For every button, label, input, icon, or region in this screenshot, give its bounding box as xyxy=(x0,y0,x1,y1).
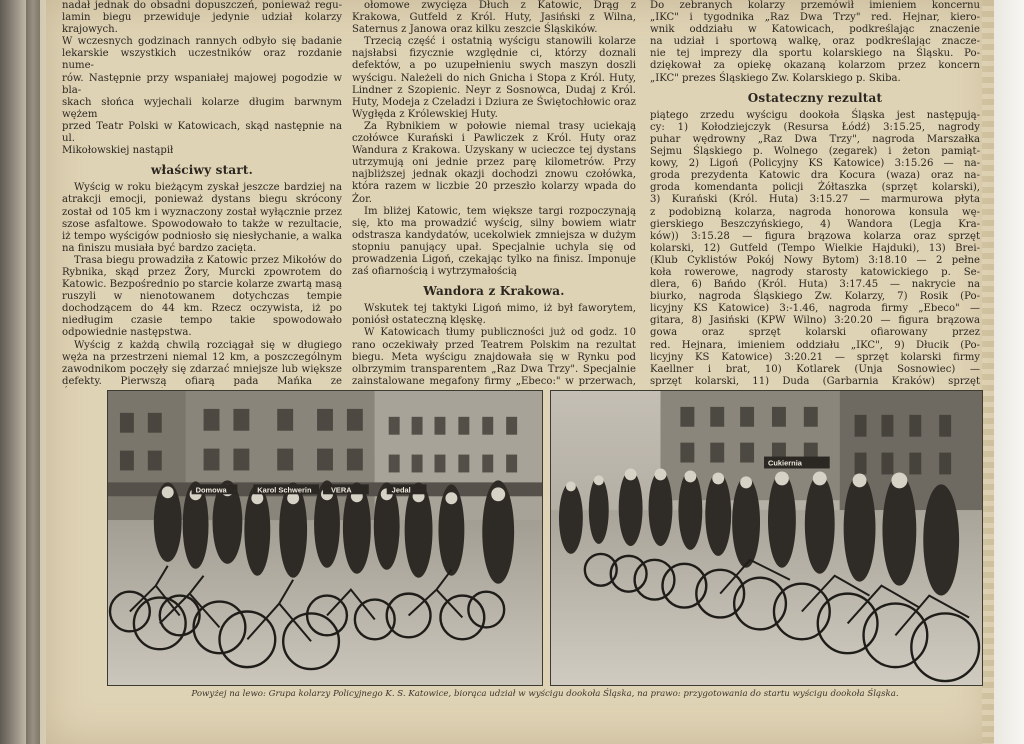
scan-background xyxy=(990,0,1024,744)
paragraph: Trzecią część i ostatnią wyścigu stanowili kolarze najsłabsi fizycznie względnie ci, którzy doznali defektów, a po uzupełnieniu swych maszyn doszli wyścigu. Należeli do nich Gnicha i Stopa z Król. Huty, Lindner z Szopienic. Neyr z Sosnowca, Dudaj z Król. Huty, Modeja z Czeladzi i Dziura ze Świętochłowic oraz Wygłęda z Królewskiej Huty. xyxy=(352,36,636,120)
paragraph: Trasa biegu prowadziła z Katowic przez Mikołów do Rybnika, skąd przez Żory, Murcki zpowrotem do Katowic. Bezpośrednio po starcie kolarze zwartą masą ruszyli w nienotowanem dotychczas tempie dochodzącem do 44 km. Rzecz oczywista, iż po niedługim czasie tempo takie spowodowało odpowiednie następstwa. xyxy=(62,254,342,339)
text-line: na udział i sportową walkę, oraz podkreślając znacze- xyxy=(650,36,980,48)
text-line: biurko, nagroda Śląskiego Zw. Kolarzy, 7) Rosik (Po- xyxy=(650,291,980,303)
sign-karol-schwerin: Karol Schwerin xyxy=(257,485,312,495)
results-list xyxy=(650,110,980,388)
text-line: licyjny KS Katowice) 3:-1.46, nagroda firmy „Ebeco" — xyxy=(650,303,980,315)
text-line: gowa oraz sprzęt kolarski ofiarowany przez xyxy=(650,327,980,339)
text-line: W wczesnych godzinach rannych odbyło się badanie xyxy=(62,36,342,48)
text-line: (Klub Cyklistów Pokój Nowy Bytom) 3:18.10 — 2 pełne xyxy=(650,254,980,266)
text-line: kolarski, 12) Gutfeld (Tempo Wielkie Hajduki), 13) Brei- xyxy=(650,242,980,254)
photo-race-start-preparations xyxy=(550,390,983,686)
paragraph: W Katowicach tłumy publiczności już od godz. 10 rano oczekiwały przed Teatrem Polskim na rezultat biegu. Meta wyścigu znajdowała się w Rynku pod olbrzymim transparentem „Raz Dwa Trzy". Specjalnie zainstalowane megafony firmy „Ebeco:" w przerwach, xyxy=(352,327,636,387)
text-line: Sejmu Śląskiego p. Wolnego (zegarek) i żeton pamiąt- xyxy=(650,146,980,158)
photo-police-cycling-group xyxy=(107,390,543,686)
text-line: gierskiego Beszczyńskiego, 4) Wandora (Legja Kra- xyxy=(650,218,980,230)
text-line: 3) Kurański (Król. Huta) 3:15.27 — marmurowa płyta xyxy=(650,194,980,206)
subheading-wandora-z-krakowa: Wandora z Krakowa. xyxy=(423,284,565,299)
article-column-3 xyxy=(650,0,980,388)
text-line: „IKC" prezes Śląskiego Zw. Kolarskiego p. Skiba. xyxy=(650,72,901,84)
text-line: dlera, 6) Bańdo (Król. Huta) 3:17.45 — nakrycie na xyxy=(650,279,980,291)
subheading-wlasciwy-start: właściwy start. xyxy=(151,163,253,178)
text-line: Kaellner i brat, 10) Kotlarek (Unja Sosnowiec) — xyxy=(650,363,980,375)
photo-caption: Powyżej na lewo: Grupa kolarzy Policyjnego K. S. Katowice, biorąca udział w wyścigu dookoła Śląska, na prawo: przygotowania do startu wyścigu dookoła Śląska. xyxy=(191,689,899,699)
sign-jedal: Jedal xyxy=(391,485,411,495)
text-line: piątego zrzedu wyścigu dookoła Śląska jest następują- xyxy=(650,109,980,121)
article-column-2 xyxy=(352,0,636,388)
binding-stitch xyxy=(26,0,40,744)
text-line: groda prezydenta Katowic dra Kocura (waza) oraz na- xyxy=(650,170,980,182)
column3-intro xyxy=(650,0,980,85)
text-line: lekarskie wszystkich uczestników oraz rozdanie nume- xyxy=(62,48,342,72)
text-line: nadał jednak do obsadni dopuszczeń, ponieważ regu- xyxy=(62,0,342,11)
paragraph: ołomowe zwycięza Dłuch z Katowic, Drąg z Krakowa, Gutfeld z Król. Huty, Jasiński z Wilna, Saternus z Janowa oraz kilku zeszcie Śląskików. xyxy=(352,0,636,36)
text-line: skach słońca wyjechali kolarze długim barwnym wężem xyxy=(62,96,342,120)
text-line: przed Teatr Polski w Katowicach, skąd następnie na ul. xyxy=(62,120,342,145)
column1-intro xyxy=(62,0,342,157)
sign-cukiernia: Cukiernia xyxy=(767,458,802,468)
text-line: kowy, 2) Ligoń (Policyjny KS Katowice) 3:15.26 — na- xyxy=(650,158,980,170)
paragraph: Wyścig z każdą chwilą rozciągał się w długiego węża na przestrzeni niemal 12 km, a poszczególnym zawodnikom poczęły się zdarzać mniejsze lub większe defekty. Pierwszą ofiarą pada Mańka ze xyxy=(62,339,342,387)
text-line: ków)) 3:15.28 — figura brązowa kolarza oraz sprzęt xyxy=(650,230,980,242)
text-line: sprzęt kolarski, 11) Duda (Garbarnia Kraków) sprzęt xyxy=(650,375,980,387)
sign-domowa: Domowa xyxy=(195,485,227,495)
text-line: rów. Następnie przy wspaniałej majowej pogodzie w bla- xyxy=(62,72,342,96)
text-line: nie tej imprezy dla sportu kolarskiego na Śląsku. Po- xyxy=(650,48,980,60)
sign-vera: VERA xyxy=(330,485,352,495)
text-line: „IKC" i tygodnika „Raz Dwa Trzy" red. Hejnar, kiero- xyxy=(650,12,980,24)
subheading-ostateczny-rezultat: Ostateczny rezultat xyxy=(747,90,883,105)
photo-left-image xyxy=(108,391,542,685)
text-line: licyjny KS Katowice) 3:20.21 — sprzęt kolarski firmy xyxy=(650,351,980,363)
text-line: Do zebranych kolarzy przemówił imieniem koncernu xyxy=(650,0,980,11)
text-line: groda komendanta policji Żółtaszka (sprzęt kolarski), xyxy=(650,182,980,194)
paragraph: Wskutek tej taktyki Ligoń mimo, iż był faworytem, poniósł ostateczną klęskę. xyxy=(352,303,636,327)
paragraph: Za Rybnikiem w połowie niemal trasy uciekają czołówce Kurański i Pawliczek z Król. Huty oraz Wandura z Krakowa. Uzyskany w ucieczce tej dystans utrzymują oni jednie przez parę kilometrów. Przy najbliższej jednak okazji dochodzi znowu czołówka, która razem w liczbie 20 przeszło kolarzy wpada do Żor. xyxy=(352,120,636,205)
article-column-1 xyxy=(62,0,342,388)
text-line: wnik oddziału w Katowicach, podkreślając znaczenie xyxy=(650,24,980,36)
paragraph: Wyścig w roku bieżącym zyskał jeszcze bardziej na atrakcji emocji, ponieważ dystans biegu skrócony został od 105 km i wyznaczony został wyłącznie przez szose asfaltowe. Spowodowało to także w rezultacie, iż tempo wyścigów podniosło się niesłychanie, a walka na finiszu musiała być bardzo zacięta. xyxy=(62,182,342,254)
text-line: lamin biegu przewiduje jedynie udział kolarzy krajowych. xyxy=(62,12,342,36)
text-line: koła rowerowe, nagrody starosty katowickiego p. Se- xyxy=(650,266,980,278)
book-binding xyxy=(0,0,48,744)
paragraph: Im bliżej Katowic, tem większe targi rozpoczynają się, kto ma prowadzić wyścig, silny bowiem wiatr odstrasza kandydatów, ucekolwiek zmniejsza w dużym stopniu panujący upał. Specjalnie uchyla się od prowadzenia Ligoń, czekając tylko na finisz. Imponuje zaś ofiarnością i wytrzymałością xyxy=(352,205,636,278)
text-line: dziękował za opiekę okazaną kolarzom przez koncern xyxy=(650,60,980,72)
text-line: puhar wędrowny „Raz Dwa Trzy", nagroda Marszałka xyxy=(650,133,980,145)
text-line: Mikołowskiej nastąpił xyxy=(62,145,174,157)
text-line: gitara, 8) Jasiński (KPW Wilno) 3:20.20 — figura brązowa xyxy=(650,315,980,327)
page-edge xyxy=(982,0,994,744)
photo-right-image xyxy=(551,391,982,685)
text-line: cy: 1) Kołodziejczyk (Resursa Łódź) 3:15.25, nagrody xyxy=(650,121,980,133)
text-line: z podobizną kolarza, nagroda honorowa konsula wę- xyxy=(650,206,980,218)
text-line: red. Hejnara, imieniem oddziału „IKC", 9) Dłucik (Po- xyxy=(650,339,980,351)
